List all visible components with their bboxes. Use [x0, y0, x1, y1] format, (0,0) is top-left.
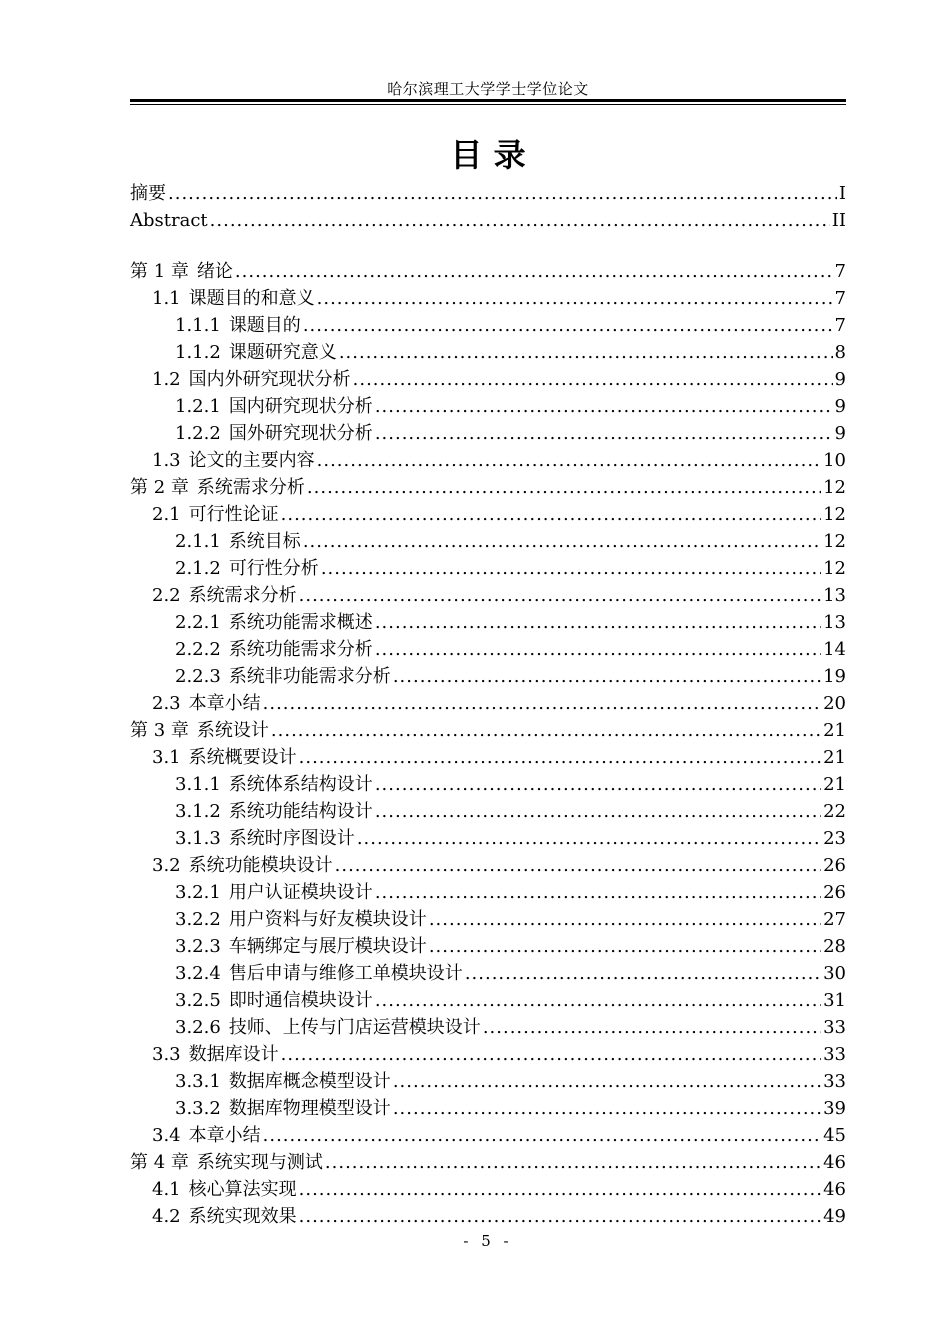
toc-leader-dots: [299, 582, 821, 609]
toc-entry[interactable]: [130, 393, 846, 420]
toc-entry-title: 系统非功能需求分析: [228, 666, 391, 687]
toc-leader-dots: [281, 1041, 821, 1068]
toc-entry-title: 系统体系结构设计: [228, 774, 373, 795]
toc-entry-number: 2.2: [152, 585, 181, 606]
toc-entry-page: I: [838, 183, 846, 204]
toc-entry-title: 系统时序图设计: [228, 828, 355, 849]
toc-entry[interactable]: [130, 879, 846, 906]
toc-entry-number: 3.1.3: [175, 828, 221, 849]
toc-entry-number: 2.1.2: [175, 558, 221, 579]
toc-entry[interactable]: [130, 771, 846, 798]
toc-entry-title: 系统功能结构设计: [228, 801, 373, 822]
toc-entry-page: 14: [823, 639, 846, 660]
toc-leader-dots: [483, 1014, 821, 1041]
toc-entry-number: 3.1: [152, 747, 181, 768]
toc-leader-dots: [335, 852, 821, 879]
toc-entry[interactable]: [130, 474, 846, 501]
toc-entry-title: 数据库概念模型设计: [228, 1071, 391, 1092]
toc-entry-page: 9: [834, 369, 846, 390]
toc-entry[interactable]: [130, 663, 846, 690]
toc-entry[interactable]: [130, 1014, 846, 1041]
toc-entry-page: 7: [834, 261, 846, 282]
toc-entry-page: 27: [823, 909, 846, 930]
toc-entry-number: 3.1.1: [175, 774, 221, 795]
toc-entry-number: 3.3.2: [175, 1098, 221, 1119]
toc-leader-dots: [271, 717, 821, 744]
toc-entry-title: 系统概要设计: [188, 747, 297, 768]
toc-entry-title: 系统功能需求分析: [228, 639, 373, 660]
toc-entry-title: 数据库设计: [188, 1044, 279, 1065]
toc-leader-dots: [465, 960, 821, 987]
toc-entry[interactable]: [130, 987, 846, 1014]
toc-leader-dots: [263, 1122, 821, 1149]
toc-leader-dots: [307, 474, 821, 501]
toc-leader-dots: [299, 1203, 821, 1230]
toc-entry-title: 本章小结: [188, 1125, 261, 1146]
toc-entry-page: 7: [834, 288, 846, 309]
header-rule-thin: [130, 104, 846, 105]
toc-entry[interactable]: [130, 180, 846, 207]
toc-entry-page: 49: [823, 1206, 846, 1227]
toc-entry[interactable]: [130, 1149, 846, 1176]
toc-entry-page: 28: [823, 936, 846, 957]
toc-entry-number: 4.2: [152, 1206, 181, 1227]
toc-entry-page: 33: [823, 1044, 846, 1065]
toc-entry-number: 3.2.1: [175, 882, 221, 903]
toc-entry-page: 10: [823, 450, 846, 471]
toc-leader-dots: [339, 339, 833, 366]
toc-leader-dots: [393, 1068, 821, 1095]
toc-leader-dots: [263, 690, 821, 717]
toc-entry-title: 系统实现效果: [188, 1206, 297, 1227]
toc-entry-title: 售后申请与维修工单模块设计: [228, 963, 463, 984]
toc-entry-number: 3.2.3: [175, 936, 221, 957]
toc-entry-title: 系统目标: [228, 531, 301, 552]
toc-entry-page: 19: [823, 666, 846, 687]
toc-entry-title: 国外研究现状分析: [228, 423, 373, 444]
toc-title: 目 录: [450, 136, 526, 174]
toc-leader-dots: [429, 933, 821, 960]
toc-leader-dots: [375, 420, 833, 447]
toc-entry-number: 3.2.2: [175, 909, 221, 930]
toc-entry-page: 12: [823, 558, 846, 579]
toc-entry-page: 26: [823, 855, 846, 876]
toc-entry[interactable]: [130, 690, 846, 717]
toc-entry-page: 13: [823, 612, 846, 633]
toc-entry[interactable]: [130, 258, 846, 285]
toc-entry-page: 7: [834, 315, 846, 336]
toc-leader-dots: [303, 312, 833, 339]
toc-entry[interactable]: [130, 960, 846, 987]
toc-leader-dots: [393, 1095, 821, 1122]
toc-leader-dots: [317, 447, 821, 474]
toc-entry[interactable]: [130, 798, 846, 825]
toc-entry[interactable]: [130, 609, 846, 636]
toc-entry-page: 21: [823, 774, 846, 795]
toc-entry-title: 系统功能模块设计: [188, 855, 333, 876]
toc-entry-page: 21: [823, 720, 846, 741]
toc-leader-dots: [325, 1149, 821, 1176]
toc-entry-page: 13: [823, 585, 846, 606]
toc-entry-title: 用户认证模块设计: [228, 882, 373, 903]
toc-entry-page: 20: [823, 693, 846, 714]
toc-entry-title: 核心算法实现: [188, 1179, 297, 1200]
toc-entry-page: 23: [823, 828, 846, 849]
toc-entry-number: 3.1.2: [175, 801, 221, 822]
toc-entry[interactable]: [130, 447, 846, 474]
toc-leader-dots: [317, 285, 833, 312]
toc-entry-number: 3.3: [152, 1044, 181, 1065]
toc-entry-page: 9: [834, 423, 846, 444]
toc-entry-title: 课题目的和意义: [188, 288, 315, 309]
toc-entry-number: 第 3 章: [130, 720, 189, 741]
toc-entry-number: 2.3: [152, 693, 181, 714]
toc-entry[interactable]: [130, 1095, 846, 1122]
toc-entry-title: 用户资料与好友模块设计: [228, 909, 427, 930]
toc-entry[interactable]: [130, 1068, 846, 1095]
toc-leader-dots: [281, 501, 821, 528]
toc-entry-page: 12: [823, 504, 846, 525]
toc-entry-number: 3.2.5: [175, 990, 221, 1011]
toc-entry-title: 可行性分析: [228, 558, 319, 579]
toc-entry-number: 2.2.1: [175, 612, 221, 633]
toc-entry[interactable]: [130, 501, 846, 528]
toc-entry-page: 46: [823, 1152, 846, 1173]
toc-entry-page: 30: [823, 963, 846, 984]
toc-entry-title: 本章小结: [188, 693, 261, 714]
toc-entry-title: 可行性论证: [188, 504, 279, 525]
toc-entry-page: 9: [834, 396, 846, 417]
toc-entry[interactable]: [130, 1176, 846, 1203]
toc-entry-number: 1.1: [152, 288, 181, 309]
header-rule-thick: [130, 99, 846, 102]
toc-entry[interactable]: [130, 744, 846, 771]
toc-entry[interactable]: [130, 1041, 846, 1068]
toc-entry-page: 33: [823, 1017, 846, 1038]
toc-leader-dots: [375, 771, 821, 798]
toc-entry-title: Abstract: [130, 210, 208, 231]
toc-leader-dots: [429, 906, 821, 933]
toc-entry[interactable]: [130, 528, 846, 555]
toc-leader-dots: [393, 663, 821, 690]
toc-entry-number: 第 2 章: [130, 477, 189, 498]
toc-entry-title: 系统设计: [196, 720, 269, 741]
toc-entry-number: 2.1: [152, 504, 181, 525]
toc-entry-page: II: [831, 210, 846, 231]
toc-entry-page: 22: [823, 801, 846, 822]
toc-entry-title: 即时通信模块设计: [228, 990, 373, 1011]
toc-entry-number: 2.2.3: [175, 666, 221, 687]
toc-entry[interactable]: [130, 1122, 846, 1149]
table-of-contents: [130, 180, 846, 1230]
toc-entry-title: 论文的主要内容: [188, 450, 315, 471]
toc-entry-number: 3.2: [152, 855, 181, 876]
toc-entry-title: 技师、上传与门店运营模块设计: [228, 1017, 481, 1038]
toc-entry-number: 3.4: [152, 1125, 181, 1146]
toc-entry-number: 1.1.2: [175, 342, 221, 363]
toc-entry-title: 课题研究意义: [228, 342, 337, 363]
toc-entry[interactable]: [130, 312, 846, 339]
toc-entry-title: 摘要: [130, 183, 166, 204]
toc-entry-title: 国内研究现状分析: [228, 396, 373, 417]
toc-entry[interactable]: [130, 1203, 846, 1230]
toc-leader-dots: [375, 393, 833, 420]
toc-entry-page: 12: [823, 531, 846, 552]
toc-leader-dots: [353, 366, 833, 393]
toc-entry[interactable]: [130, 285, 846, 312]
toc-entry-page: 31: [823, 990, 846, 1011]
toc-entry[interactable]: [130, 582, 846, 609]
toc-entry[interactable]: [130, 555, 846, 582]
toc-entry-title: 车辆绑定与展厅模块设计: [228, 936, 427, 957]
toc-entry-number: 1.2: [152, 369, 181, 390]
toc-leader-dots: [375, 636, 821, 663]
toc-leader-dots: [375, 609, 821, 636]
toc-entry-title: 国内外研究现状分析: [188, 369, 351, 390]
toc-entry[interactable]: [130, 933, 846, 960]
toc-leader-dots: [168, 180, 837, 207]
toc-entry-page: 26: [823, 882, 846, 903]
toc-entry-page: 45: [823, 1125, 846, 1146]
toc-entry-title: 系统需求分析: [188, 585, 297, 606]
toc-entry-page: 39: [823, 1098, 846, 1119]
toc-entry-number: 第 4 章: [130, 1152, 189, 1173]
toc-entry-number: 2.1.1: [175, 531, 221, 552]
toc-entry[interactable]: [130, 906, 846, 933]
toc-entry[interactable]: [130, 420, 846, 447]
toc-entry-page: 8: [834, 342, 846, 363]
toc-entry[interactable]: [130, 852, 846, 879]
toc-entry[interactable]: [130, 636, 846, 663]
toc-entry-number: 1.2.2: [175, 423, 221, 444]
toc-entry-title: 系统功能需求概述: [228, 612, 373, 633]
running-header: 哈尔滨理工大学学士学位论文: [387, 80, 589, 98]
toc-entry-page: 46: [823, 1179, 846, 1200]
toc-entry-page: 33: [823, 1071, 846, 1092]
toc-entry-title: 数据库物理模型设计: [228, 1098, 391, 1119]
toc-entry-page: 12: [823, 477, 846, 498]
toc-entry-number: 1.2.1: [175, 396, 221, 417]
toc-leader-dots: [321, 555, 821, 582]
toc-leader-dots: [299, 1176, 821, 1203]
toc-entry-number: 1.3: [152, 450, 181, 471]
toc-entry-title: 绪论: [196, 261, 233, 282]
toc-leader-dots: [303, 528, 821, 555]
toc-leader-dots: [375, 798, 821, 825]
toc-entry-number: 3.2.6: [175, 1017, 221, 1038]
toc-entry-title: 系统需求分析: [196, 477, 305, 498]
toc-entry-number: 2.2.2: [175, 639, 221, 660]
toc-entry-page: 21: [823, 747, 846, 768]
toc-entry-number: 3.2.4: [175, 963, 221, 984]
toc-leader-dots: [375, 879, 821, 906]
toc-leader-dots: [235, 258, 833, 285]
toc-leader-dots: [210, 207, 830, 234]
toc-leader-dots: [299, 744, 821, 771]
page-number: - 5 -: [463, 1232, 513, 1250]
toc-entry-number: 第 1 章: [130, 261, 189, 282]
toc-entry-title: 系统实现与测试: [196, 1152, 323, 1173]
toc-entry[interactable]: [130, 207, 846, 234]
toc-entry-number: 3.3.1: [175, 1071, 221, 1092]
toc-leader-dots: [375, 987, 821, 1014]
toc-entry[interactable]: [130, 339, 846, 366]
toc-entry[interactable]: [130, 825, 846, 852]
toc-entry[interactable]: [130, 366, 846, 393]
toc-entry[interactable]: [130, 717, 846, 744]
toc-entry-title: 课题目的: [228, 315, 301, 336]
toc-entry-number: 1.1.1: [175, 315, 221, 336]
toc-leader-dots: [357, 825, 821, 852]
toc-entry-number: 4.1: [152, 1179, 181, 1200]
